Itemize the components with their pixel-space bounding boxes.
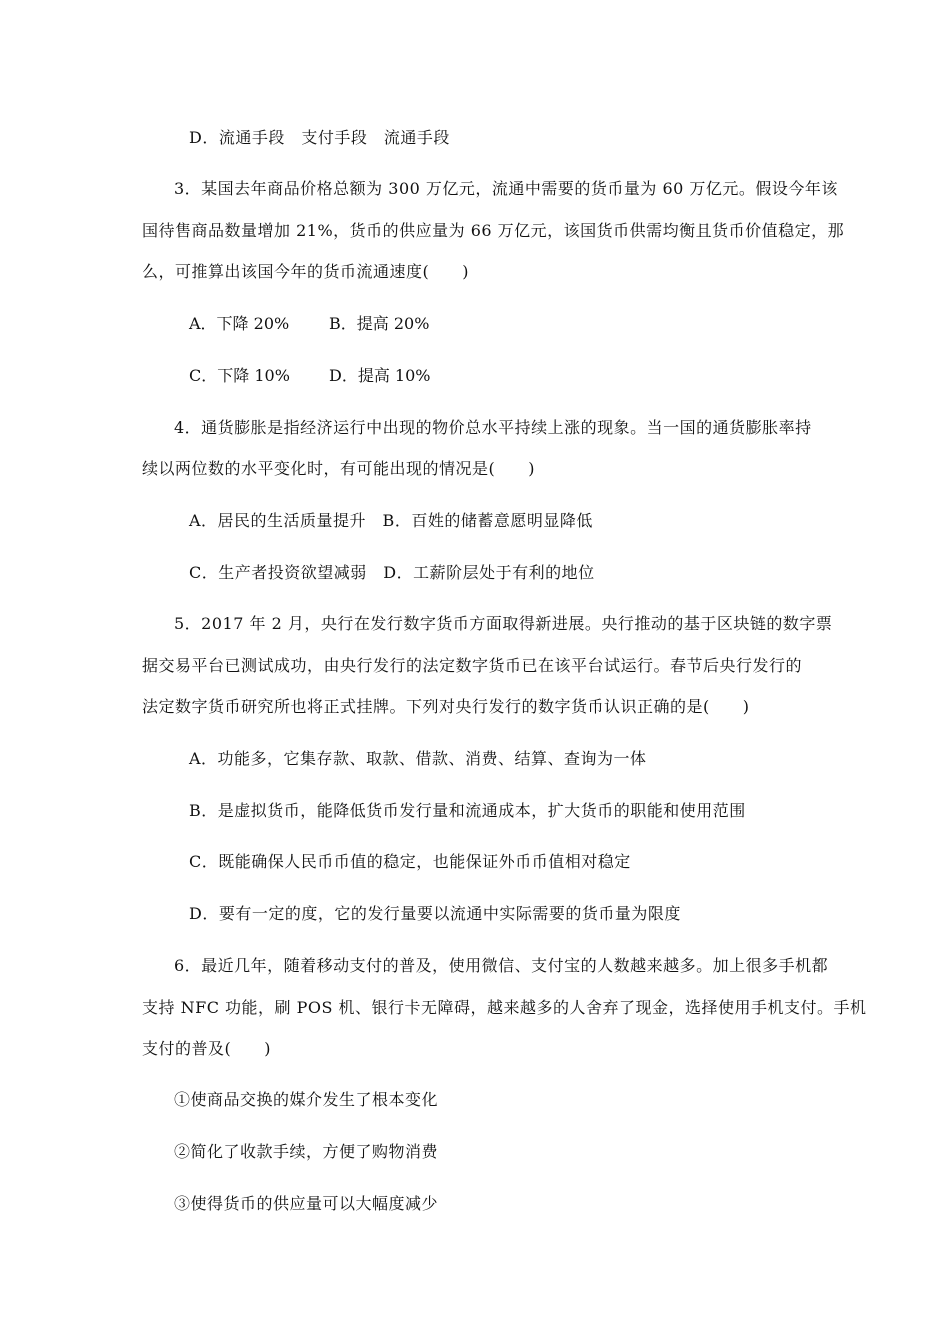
q3-option-d: D．提高 10%: [329, 366, 431, 385]
q4-stem-line1: 4．通货膨胀是指经济运行中出现的物价总水平持续上涨的现象。当一国的通货膨胀率持: [174, 418, 812, 437]
q5-stem-line2: 据交易平台已测试成功，由央行发行的法定数字货币已在该平台试运行。春节后央行发行的: [142, 656, 803, 675]
q3-option-a: A．下降 20%: [189, 314, 290, 333]
q2-option-d: D．流通手段 支付手段 流通手段: [189, 128, 450, 147]
q6-item-3: ③使得货币的供应量可以大幅度减少: [174, 1194, 439, 1213]
q6-stem-line3: 支付的普及( ): [142, 1039, 271, 1058]
q5-stem-line3: 法定数字货币研究所也将正式挂牌。下列对央行发行的数字货币认识正确的是( ): [142, 697, 750, 716]
q5-option-a: A．功能多，它集存款、取款、借款、消费、结算、查询为一体: [189, 749, 647, 768]
q6-stem-line1: 6．最近几年，随着移动支付的普及，使用微信、支付宝的人数越来越多。加上很多手机都: [174, 956, 829, 975]
q3-stem-line3: 么，可推算出该国今年的货币流通速度( ): [142, 262, 469, 281]
q3-stem-line1: 3．某国去年商品价格总额为 300 万亿元，流通中需要的货币量为 60 万亿元。假设今年该: [174, 179, 838, 198]
q6-stem-line2: 支持 NFC 功能，刷 POS 机、银行卡无障碍，越来越多的人舍弃了现金，选择使用手机支付。手机: [142, 998, 867, 1017]
q4-stem-line2: 续以两位数的水平变化时，有可能出现的情况是( ): [142, 459, 535, 478]
q5-option-d: D．要有一定的度，它的发行量要以流通中实际需要的货币量为限度: [189, 904, 681, 923]
q3-option-b: B．提高 20%: [329, 314, 430, 333]
q5-stem-line1: 5．2017 年 2 月，央行在发行数字货币方面取得新进展。央行推动的基于区块链的数字票: [174, 614, 833, 633]
q3-stem-line2: 国待售商品数量增加 21%，货币的供应量为 66 万亿元，该国货币供需均衡且货币价值稳定，那: [142, 221, 845, 240]
q3-option-c: C．下降 10%: [189, 366, 290, 385]
q6-item-1: ①使商品交换的媒介发生了根本变化: [174, 1090, 439, 1109]
q6-item-2: ②简化了收款手续，方便了购物消费: [174, 1142, 439, 1161]
q5-option-b: B．是虚拟货币，能降低货币发行量和流通成本，扩大货币的职能和使用范围: [189, 801, 746, 820]
q4-options-ab: A．居民的生活质量提升 B．百姓的储蓄意愿明显降低: [189, 511, 593, 530]
q5-option-c: C．既能确保人民币币值的稳定，也能保证外币币值相对稳定: [189, 852, 631, 871]
q4-options-cd: C．生产者投资欲望减弱 D．工薪阶层处于有利的地位: [189, 563, 595, 582]
